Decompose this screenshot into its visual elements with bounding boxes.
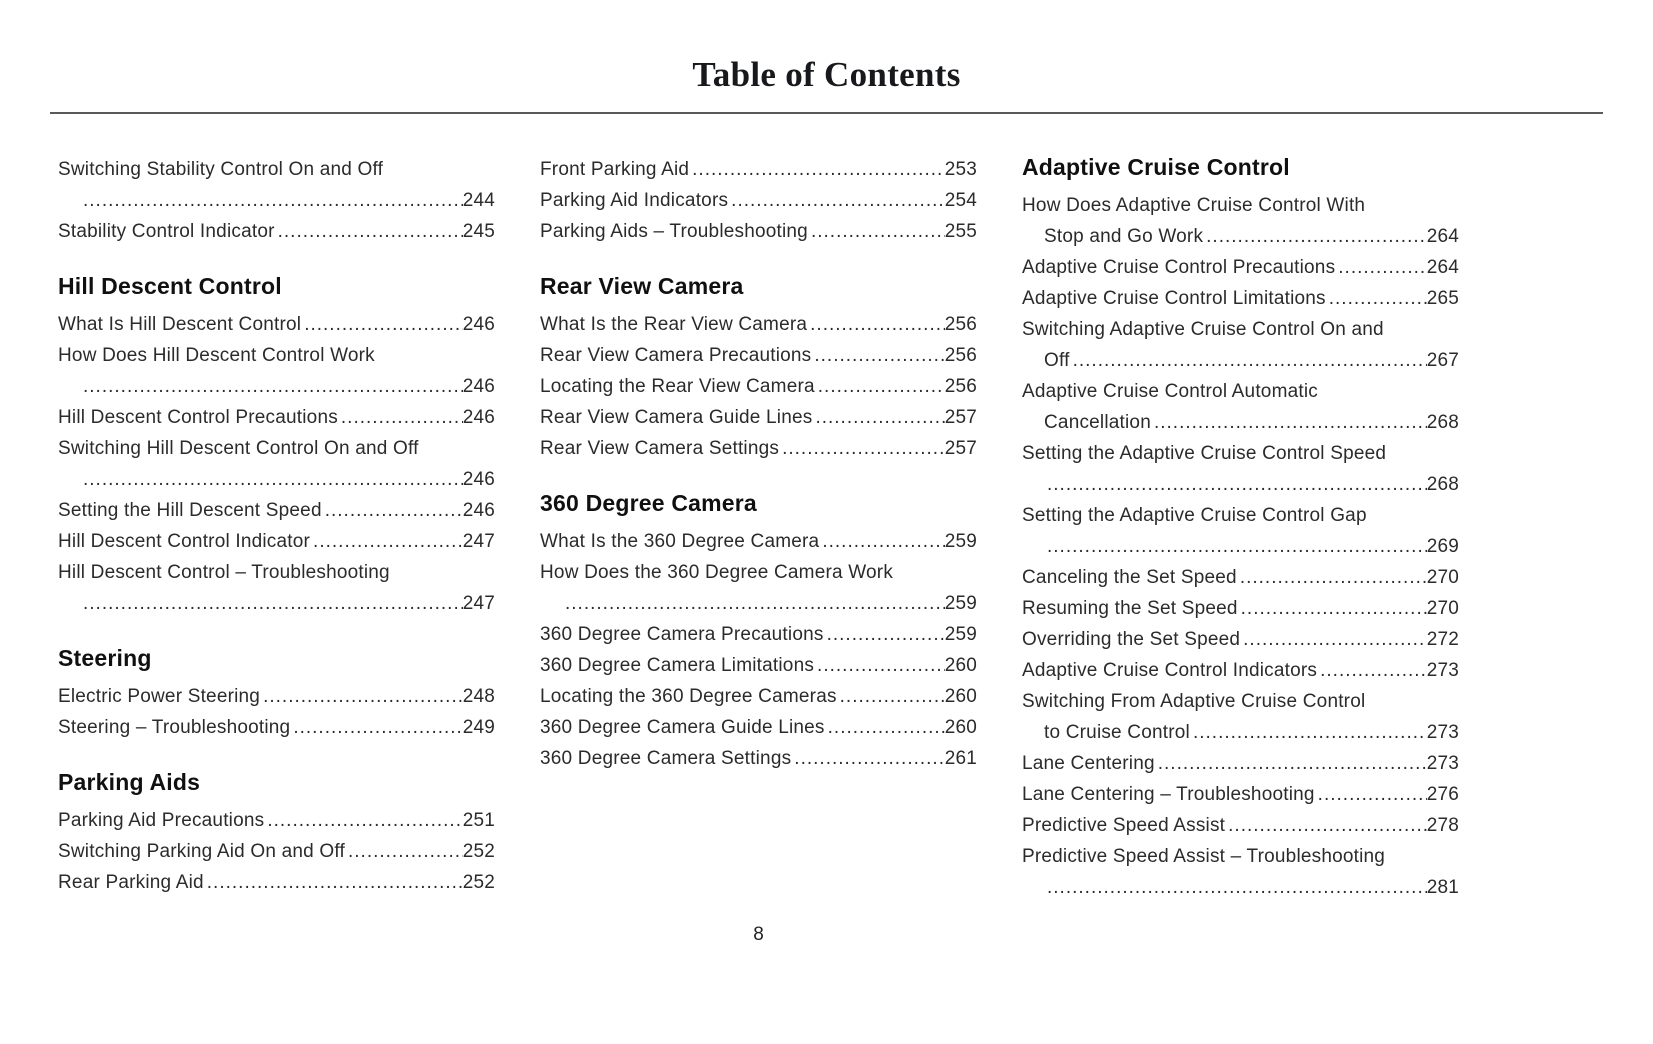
toc-section	[1022, 154, 1459, 903]
entry-dot-line	[58, 309, 495, 340]
dot-leader	[1329, 283, 1427, 314]
toc-entry	[1022, 190, 1459, 252]
entry-page-number: 245	[462, 220, 495, 242]
entry-page-number: 246	[462, 468, 495, 490]
entry-page-number: 259	[944, 592, 977, 614]
toc-entry	[1022, 500, 1459, 562]
entry-page-number: 257	[944, 437, 977, 459]
entry-label: Setting the Hill Descent Speed	[58, 499, 322, 521]
entry-text-line: Predictive Speed Assist – Troubleshooting	[1022, 845, 1386, 867]
entry-label: Rear View Camera Precautions	[540, 344, 812, 366]
toc-entry	[1022, 283, 1459, 314]
entry-page-number: 268	[1426, 411, 1459, 433]
entry-label: Parking Aid Precautions	[58, 809, 265, 831]
section-heading: 360 Degree Camera	[540, 489, 757, 516]
toc-section	[58, 154, 495, 247]
toc-entry	[58, 216, 495, 247]
entry-label: Locating the 360 Degree Cameras	[540, 685, 837, 707]
entry-dot-line	[1022, 779, 1459, 810]
entry-label: What Is the Rear View Camera	[540, 313, 808, 335]
toc-entry	[1022, 686, 1459, 748]
toc-entry	[1022, 655, 1459, 686]
dot-leader	[293, 712, 462, 743]
entry-page-number: 259	[944, 530, 977, 552]
entry-text-line: Switching Stability Control On and Off	[58, 158, 384, 180]
entry-label: Stability Control Indicator	[58, 220, 275, 242]
dot-leader	[1320, 655, 1427, 686]
dot-leader	[810, 309, 945, 340]
entry-label: Hill Descent Control Precautions	[58, 406, 338, 428]
title-divider-rule	[50, 112, 1603, 114]
dot-leader	[278, 216, 463, 247]
entry-dot-line	[58, 371, 495, 402]
dot-leader	[267, 805, 462, 836]
entry-page-number: 256	[944, 375, 977, 397]
entry-dot-line	[1022, 531, 1459, 562]
dot-leader	[565, 588, 945, 619]
toc-section	[540, 154, 977, 247]
toc-section	[58, 273, 495, 619]
toc-entry	[58, 495, 495, 526]
entry-page-number: 253	[944, 158, 977, 180]
toc-entry	[1022, 779, 1459, 810]
entry-label: Parking Aid Indicators	[540, 189, 729, 211]
toc-entry	[58, 154, 495, 216]
entry-dot-line	[58, 712, 495, 743]
entry-label: 360 Degree Camera Guide Lines	[540, 716, 825, 738]
entry-dot-line	[540, 681, 977, 712]
entry-label: Resuming the Set Speed	[1022, 597, 1238, 619]
entry-dot-line	[540, 526, 977, 557]
dot-leader	[828, 712, 945, 743]
entry-text-line: Switching Adaptive Cruise Control On and	[1022, 318, 1384, 340]
dot-leader	[811, 216, 945, 247]
dot-leader	[827, 619, 945, 650]
entry-label: Overriding the Set Speed	[1022, 628, 1241, 650]
entry-dot-line	[1022, 252, 1459, 283]
dot-leader	[1073, 345, 1427, 376]
toc-entry	[1022, 376, 1459, 438]
entry-page-number: 272	[1426, 628, 1459, 650]
entry-page-number: 252	[462, 871, 495, 893]
dot-leader	[313, 526, 463, 557]
entry-page-number: 278	[1426, 814, 1459, 836]
dot-leader	[1047, 469, 1427, 500]
section-heading: Steering	[58, 644, 152, 671]
toc-entry	[1022, 314, 1459, 376]
entry-page-number: 247	[462, 592, 495, 614]
dot-leader	[325, 495, 463, 526]
entry-page-number: 260	[944, 716, 977, 738]
entry-dot-line	[1022, 345, 1459, 376]
entry-label: 360 Degree Camera Limitations	[540, 654, 815, 676]
entry-page-number: 252	[462, 840, 495, 862]
toc-entry	[540, 681, 977, 712]
toc-entry	[58, 836, 495, 867]
entry-page-number: 255	[944, 220, 977, 242]
toc-column-2	[540, 154, 977, 903]
entry-page-number: 254	[944, 189, 977, 211]
entry-dot-line	[540, 340, 977, 371]
entry-text-line: Hill Descent Control – Troubleshooting	[58, 561, 390, 583]
dot-leader	[1243, 624, 1427, 655]
dot-leader	[1158, 748, 1427, 779]
entry-dot-line	[540, 650, 977, 681]
entry-dot-line	[58, 588, 495, 619]
toc-entry	[540, 557, 977, 619]
entry-page-number: 281	[1426, 876, 1459, 898]
entry-dot-line	[540, 743, 977, 774]
dot-leader	[1206, 221, 1427, 252]
entry-label: 360 Degree Camera Settings	[540, 747, 792, 769]
toc-entry	[1022, 624, 1459, 655]
entry-dot-line	[58, 867, 495, 898]
toc-entry	[540, 743, 977, 774]
dot-leader	[83, 588, 463, 619]
toc-entry	[58, 712, 495, 743]
page-number: 8	[753, 924, 764, 945]
toc-column-3	[1022, 154, 1459, 903]
entry-page-number: 249	[462, 716, 495, 738]
toc-entry	[540, 526, 977, 557]
entry-dot-line	[540, 216, 977, 247]
dot-leader	[818, 371, 945, 402]
entry-label: Rear Parking Aid	[58, 871, 204, 893]
entry-page-number: 260	[944, 685, 977, 707]
entry-label: to Cruise Control	[1044, 721, 1190, 743]
dot-leader	[207, 867, 463, 898]
entry-dot-line	[1022, 469, 1459, 500]
entry-page-number: 256	[944, 313, 977, 335]
entry-dot-line	[58, 402, 495, 433]
entry-page-number: 273	[1426, 752, 1459, 774]
dot-leader	[782, 433, 945, 464]
entry-page-number: 267	[1426, 349, 1459, 371]
entry-page-number: 259	[944, 623, 977, 645]
toc-section	[58, 645, 495, 743]
dot-leader	[263, 681, 463, 712]
entry-label: Stop and Go Work	[1044, 225, 1204, 247]
entry-label: Hill Descent Control Indicator	[58, 530, 311, 552]
toc-entry	[58, 526, 495, 557]
toc-entry	[1022, 841, 1459, 903]
entry-label: What Is the 360 Degree Camera	[540, 530, 820, 552]
toc-entry	[58, 433, 495, 495]
toc-entry	[1022, 562, 1459, 593]
entry-dot-line	[58, 526, 495, 557]
toc-entry	[540, 650, 977, 681]
toc-entry	[1022, 748, 1459, 779]
entry-dot-line	[1022, 717, 1459, 748]
entry-page-number: 244	[462, 189, 495, 211]
dot-leader	[304, 309, 463, 340]
entry-dot-line	[1022, 810, 1459, 841]
entry-page-number: 247	[462, 530, 495, 552]
dot-leader	[1193, 717, 1427, 748]
entry-label: 360 Degree Camera Precautions	[540, 623, 824, 645]
dot-leader	[822, 526, 944, 557]
dot-leader	[692, 154, 945, 185]
entry-dot-line	[540, 402, 977, 433]
entry-dot-line	[540, 185, 977, 216]
entry-page-number: 269	[1426, 535, 1459, 557]
entry-page-number: 273	[1426, 659, 1459, 681]
toc-entry	[58, 805, 495, 836]
entry-label: Adaptive Cruise Control Indicators	[1022, 659, 1318, 681]
entry-dot-line	[540, 619, 977, 650]
entry-page-number: 264	[1426, 256, 1459, 278]
entry-label: Adaptive Cruise Control Precautions	[1022, 256, 1336, 278]
entry-dot-line	[1022, 624, 1459, 655]
toc-column-1	[58, 154, 495, 903]
dot-leader	[1228, 810, 1427, 841]
entry-dot-line	[58, 185, 495, 216]
entry-label: Rear View Camera Settings	[540, 437, 780, 459]
entry-page-number: 264	[1426, 225, 1459, 247]
dot-leader	[815, 402, 944, 433]
toc-entry	[540, 619, 977, 650]
dot-leader	[1154, 407, 1427, 438]
entry-dot-line	[1022, 221, 1459, 252]
toc-entry	[1022, 252, 1459, 283]
toc-section	[58, 769, 495, 898]
dot-leader	[817, 650, 945, 681]
entry-dot-line	[540, 433, 977, 464]
entry-label: Steering – Troubleshooting	[58, 716, 291, 738]
dot-leader	[794, 743, 944, 774]
entry-label: Front Parking Aid	[540, 158, 690, 180]
dot-leader	[1047, 531, 1427, 562]
entry-label: Off	[1044, 349, 1070, 371]
entry-page-number: 273	[1426, 721, 1459, 743]
toc-entry	[540, 433, 977, 464]
dot-leader	[814, 340, 944, 371]
entry-label: Locating the Rear View Camera	[540, 375, 815, 397]
entry-page-number: 246	[462, 406, 495, 428]
dot-leader	[1241, 593, 1427, 624]
toc-entry	[1022, 810, 1459, 841]
entry-label: Adaptive Cruise Control Limitations	[1022, 287, 1326, 309]
entry-text-line: Switching Hill Descent Control On and Off	[58, 437, 419, 459]
entry-label: Switching Parking Aid On and Off	[58, 840, 345, 862]
entry-page-number: 265	[1426, 287, 1459, 309]
entry-page-number: 256	[944, 344, 977, 366]
entry-dot-line	[58, 836, 495, 867]
entry-text-line: Setting the Adaptive Cruise Control Gap	[1022, 504, 1367, 526]
entry-page-number: 270	[1426, 566, 1459, 588]
toc-section	[540, 273, 977, 464]
entry-page-number: 270	[1426, 597, 1459, 619]
toc-entry	[58, 681, 495, 712]
dot-leader	[731, 185, 945, 216]
entry-page-number: 257	[944, 406, 977, 428]
entry-label: Electric Power Steering	[58, 685, 261, 707]
entry-dot-line	[1022, 593, 1459, 624]
entry-dot-line	[540, 309, 977, 340]
toc-entry	[540, 371, 977, 402]
entry-page-number: 246	[462, 313, 495, 335]
toc-entry	[58, 557, 495, 619]
dot-leader	[1240, 562, 1427, 593]
toc-columns	[58, 154, 1459, 903]
entry-dot-line	[1022, 655, 1459, 686]
entry-dot-line	[1022, 562, 1459, 593]
entry-text-line: How Does the 360 Degree Camera Work	[540, 561, 894, 583]
entry-page-number: 246	[462, 375, 495, 397]
dot-leader	[1047, 872, 1427, 903]
toc-entry	[540, 309, 977, 340]
entry-text-line: How Does Adaptive Cruise Control With	[1022, 194, 1366, 216]
dot-leader	[341, 402, 463, 433]
toc-entry	[58, 402, 495, 433]
section-heading: Rear View Camera	[540, 272, 744, 299]
dot-leader	[1318, 779, 1427, 810]
toc-entry	[540, 340, 977, 371]
entry-dot-line	[540, 371, 977, 402]
entry-dot-line	[58, 216, 495, 247]
toc-entry	[58, 867, 495, 898]
entry-dot-line	[58, 805, 495, 836]
toc-entry	[58, 309, 495, 340]
page-title: Table of Contents	[692, 55, 961, 94]
entry-text-line: Switching From Adaptive Cruise Control	[1022, 690, 1366, 712]
entry-page-number: 261	[944, 747, 977, 769]
entry-page-number: 246	[462, 499, 495, 521]
entry-text-line: How Does Hill Descent Control Work	[58, 344, 375, 366]
entry-label: What Is Hill Descent Control	[58, 313, 302, 335]
toc-entry	[540, 216, 977, 247]
entry-text-line: Setting the Adaptive Cruise Control Speed	[1022, 442, 1387, 464]
toc-entry	[540, 402, 977, 433]
dot-leader	[83, 464, 463, 495]
entry-text-line: Adaptive Cruise Control Automatic	[1022, 380, 1318, 402]
entry-dot-line	[1022, 283, 1459, 314]
section-heading: Adaptive Cruise Control	[1022, 153, 1290, 180]
toc-entry	[1022, 593, 1459, 624]
entry-label: Cancellation	[1044, 411, 1151, 433]
entry-label: Canceling the Set Speed	[1022, 566, 1237, 588]
dot-leader	[83, 371, 463, 402]
section-heading: Hill Descent Control	[58, 272, 282, 299]
entry-label: Lane Centering – Troubleshooting	[1022, 783, 1315, 805]
dot-leader	[1338, 252, 1426, 283]
entry-page-number: 276	[1426, 783, 1459, 805]
entry-dot-line	[1022, 748, 1459, 779]
entry-page-number: 268	[1426, 473, 1459, 495]
toc-entry	[540, 712, 977, 743]
toc-entry	[540, 185, 977, 216]
entry-page-number: 248	[462, 685, 495, 707]
section-heading: Parking Aids	[58, 768, 201, 795]
toc-section	[540, 490, 977, 774]
toc-entry	[1022, 438, 1459, 500]
toc-entry	[58, 340, 495, 402]
entry-dot-line	[1022, 872, 1459, 903]
dot-leader	[840, 681, 945, 712]
entry-label: Lane Centering	[1022, 752, 1155, 774]
entry-dot-line	[58, 464, 495, 495]
dot-leader	[348, 836, 463, 867]
entry-label: Predictive Speed Assist	[1022, 814, 1226, 836]
entry-label: Parking Aids – Troubleshooting	[540, 220, 808, 242]
entry-dot-line	[1022, 407, 1459, 438]
entry-page-number: 251	[462, 809, 495, 831]
entry-dot-line	[58, 681, 495, 712]
entry-dot-line	[540, 154, 977, 185]
entry-dot-line	[58, 495, 495, 526]
entry-dot-line	[540, 588, 977, 619]
entry-label: Rear View Camera Guide Lines	[540, 406, 813, 428]
toc-entry	[540, 154, 977, 185]
entry-page-number: 260	[944, 654, 977, 676]
dot-leader	[83, 185, 463, 216]
entry-dot-line	[540, 712, 977, 743]
